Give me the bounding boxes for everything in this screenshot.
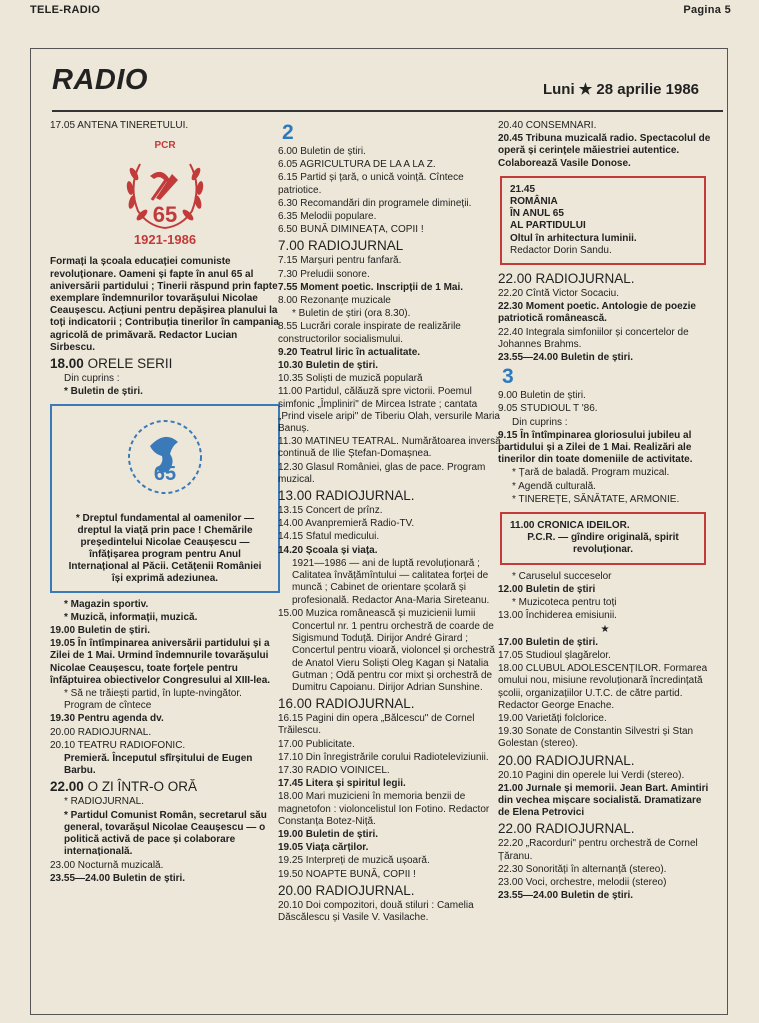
item: 12.30 Glasul României, glas de pace. Program muzical. bbox=[278, 461, 486, 485]
item: 23.55—24.00 Buletin de știri. bbox=[498, 352, 634, 364]
item: * Să ne trăiești partid, în lupte-nvingător. Program de cîntece bbox=[64, 688, 242, 712]
page-date: Luni ★ 28 aprilie 1986 bbox=[542, 81, 699, 98]
item: 6.05 AGRICULTURA DE LA A LA Z. bbox=[278, 159, 436, 171]
item: 20.10 Doi compozitori, două stiluri : Camelia Dăscălescu și Vasile V. Vasilache. bbox=[278, 899, 474, 923]
item: * Partidul Comunist Român, secretarul său general, tovarășul Nicolae Ceaușescu — o politică activă de pace și colaborare internațională. bbox=[64, 809, 267, 858]
item: * RADIOJURNAL. bbox=[64, 796, 145, 808]
item: Premieră. Începutul sfîrșitului de Eugen Barbu. bbox=[64, 753, 253, 777]
peace-text: * Dreptul fundamental al oamenilor — dreptul la viață prin pace ! Chemările președintelui Nicolae Ceaușescu — înfățișarea program pentru Anul Internațional al Păcii. Cetățenii României își exprimă adeziunea. bbox=[68, 512, 262, 584]
item: 10.30 Buletin de știri. bbox=[278, 360, 379, 372]
item: 17.00 Publicitate. bbox=[278, 738, 355, 750]
item: 9.00 Buletin de știri. bbox=[498, 390, 586, 402]
item: 7.55 Moment poetic. Inscripții de 1 Mai. bbox=[278, 281, 464, 293]
item: 6.00 Buletin de știri. bbox=[278, 146, 366, 157]
item: 22.30 Moment poetic. Antologie de poezie patriotică românească. bbox=[498, 301, 696, 325]
radiojurnal-22: 22.00 RADIOJURNAL. bbox=[498, 271, 635, 287]
intro-text: Formați la școala educației comuniste revoluționare. Oameni și fapte în anul 65 al aniversării partidului ; Tinerii răspund prin fapte exemplare îndemnurilor tovarășului Nicolae Ceaușescu. Acțiuni pentru depășirea planului la toți indicatorii ; Contribuția tinerilor în campania agricolă de primăvară. Redactor Lucian Sirbescu. bbox=[50, 256, 279, 353]
item: Concertul nr. 1 pentru orchestră de coarde de Sigismund Toduță. Dirijor André Girard ; Concertul pentru vioară, violoncel și orchestră de Anatol Vieru Soliști Oleg Kagan și Natalia Gutman ; Odă pentru cor mixt și orchestră de Dumitru Capoianu. Dirijor Adrian Sunshine. bbox=[292, 620, 495, 693]
svg-text:PCR: PCR bbox=[154, 140, 176, 152]
item: 17.30 RADIO VOINICEL. bbox=[278, 764, 390, 776]
page-title: RADIO bbox=[52, 64, 148, 96]
pcr-anniversary-logo bbox=[50, 136, 280, 252]
item: 22.20 Cîntă Victor Socaciu. bbox=[498, 288, 619, 300]
item: * Muzicoteca pentru toți bbox=[512, 597, 617, 609]
item: 9.20 Teatrul liric în actualitate. bbox=[278, 346, 421, 358]
item: 9.15 În întîmpinarea gloriosului jubileu al partidului și a Zilei de 1 Mai. Realizări ale tinerilor din toate domeniile de activitate. bbox=[498, 429, 693, 466]
radiojurnal-16: 16.00 RADIOJURNAL. bbox=[278, 696, 415, 712]
item: Din cuprins : bbox=[512, 416, 568, 428]
item: 9.05 STUDIOUL T '86. bbox=[498, 403, 598, 415]
item: 13.15 Concert de prînz. bbox=[278, 505, 383, 517]
item: 19.30 Sonate de Constantin Silvestri și Stan Golestan (stereo). bbox=[498, 726, 694, 750]
star-separator-icon: ★ bbox=[600, 623, 610, 635]
item: 21.00 Jurnale și memorii. Jean Bart. Amintiri din vechea mișcare socialistă. Dramatizare de Elena Petrovici bbox=[498, 782, 709, 819]
radiojurnal-7: 7.00 RADIOJURNAL bbox=[278, 238, 404, 254]
column-3 bbox=[498, 120, 712, 903]
header-left: TELE-RADIO bbox=[30, 4, 101, 16]
pcr-wreath-icon bbox=[110, 136, 220, 248]
svg-text:1921-1986: 1921-1986 bbox=[133, 232, 197, 248]
radiojurnal-20: 20.00 RADIOJURNAL. bbox=[278, 882, 415, 898]
item: 20.10 Pagini din operele lui Verdi (stereo). bbox=[498, 769, 685, 781]
item: 20.10 TEATRU RADIOFONIC. bbox=[50, 739, 186, 751]
item: * Buletin de știri (ora 8.30). bbox=[292, 308, 411, 320]
item: 14.20 Școala și viața. bbox=[278, 544, 378, 556]
buletin-stiri: * Buletin de știri. bbox=[64, 386, 143, 398]
item: 7.15 Marșuri pentru fanfară. bbox=[278, 255, 402, 267]
item: 17.00 Buletin de știri. bbox=[498, 636, 599, 648]
romania-box: 21.45 ROMÂNIA ÎN ANUL 65 AL PARTIDULUI Oltul în arhitectura luminii. Redactor Dorin Sandu. bbox=[500, 176, 706, 265]
item: 16.15 Pagini din opera „Bălcescu" de Cornel Trăilescu. bbox=[278, 713, 475, 737]
item: 20.40 CONSEMNĂRI. bbox=[498, 120, 597, 131]
svg-text:65: 65 bbox=[152, 202, 178, 228]
item: 22.30 Sonorități în alternanță (stereo). bbox=[498, 863, 667, 875]
program-orele-serii: 18.00 ORELE SERII bbox=[50, 356, 173, 372]
item: 22.40 Integrala simfoniilor și concertelor de Johannes Brahms. bbox=[498, 326, 689, 350]
item: * Țară de baladă. Program muzical. bbox=[512, 467, 670, 479]
item: * TINEREȚE, SĂNĂTATE, ARMONIE. bbox=[512, 493, 680, 505]
program-number-2: 2 bbox=[282, 121, 294, 144]
item: 14.15 Sfatul medicului. bbox=[278, 531, 380, 543]
item: 8.00 Rezonanțe muzicale bbox=[278, 295, 391, 307]
svg-text:65: 65 bbox=[153, 463, 177, 486]
din-cuprins: Din cuprins : bbox=[64, 373, 120, 385]
item: 19.30 Pentru agenda dv. bbox=[50, 713, 164, 725]
program-o-zi: 22.00 O ZI ÎNTR-O ORĂ bbox=[50, 779, 198, 795]
item: 6.30 Recomandări din programele dimineții. bbox=[278, 197, 472, 209]
item: * Muzică, informații, muzică. bbox=[64, 611, 198, 623]
item: 6.15 Partid și țară, o unică voință. Cîntece patriotice. bbox=[278, 172, 464, 196]
item: 12.00 Buletin de știri bbox=[498, 583, 596, 595]
radiojurnal-22-p3: 22.00 RADIOJURNAL. bbox=[498, 821, 635, 837]
cronica-box: 11.00 CRONICA IDEILOR. P.C.R. — gîndire originală, spirit revoluționar. bbox=[500, 512, 706, 565]
item: 22.20 „Racorduri" pentru orchestră de Cornel Țăranu. bbox=[498, 838, 698, 862]
radiojurnal-13: 13.00 RADIOJURNAL. bbox=[278, 488, 415, 504]
item: 19.00 Buletin de știri. bbox=[278, 828, 379, 840]
item: 19.05 Viața cărților. bbox=[278, 842, 369, 854]
item: 23.55—24.00 Buletin de știri. bbox=[50, 872, 186, 884]
item: 15.00 Muzica românească și muzicienii lumii bbox=[278, 607, 476, 619]
item: 17.05 Studioul șlagărelor. bbox=[498, 649, 611, 661]
item: 17.45 Litera și spiritul legii. bbox=[278, 778, 406, 790]
item: 6.35 Melodii populare. bbox=[278, 211, 377, 223]
item: 23.55—24.00 Buletin de știri. bbox=[498, 890, 634, 902]
item: 10.35 Soliști de muzică populară bbox=[278, 373, 423, 385]
item: 23.00 Voci, orchestre, melodii (stereo) bbox=[498, 876, 667, 888]
item: 11.00 Partidul, călăuză spre victorii. Poemul simfonic „Împliniri" de Mircea Istrate ; cantata „Prind visele aripi" de Tiberiu Olah, versurile Maria Banuș. bbox=[278, 386, 500, 435]
item: 6.50 BUNĂ DIMINEAȚA, COPII ! bbox=[278, 224, 424, 236]
item: 20.00 RADIOJURNAL. bbox=[50, 726, 152, 738]
item: 7.30 Preludii sonore. bbox=[278, 268, 370, 280]
item: 17.10 Din înregistrările corului Radioteleviziunii. bbox=[278, 751, 489, 763]
item: 1921—1986 — ani de luptă revoluționară ; Calitatea învățămîntului — calitatea forței de muncă ; Cabinet de orientare școlară și profesională. Redactor Ana-Maria Sireteanu. bbox=[292, 557, 490, 606]
item: 19.50 NOAPTE BUNĂ, COPII ! bbox=[278, 868, 416, 880]
item: 8.55 Lucrări corale inspirate de realizările constructorilor socialismului. bbox=[278, 321, 461, 345]
item: 19.00 Varietăți folclorice. bbox=[498, 712, 607, 724]
title-rule bbox=[52, 110, 723, 112]
column-2 bbox=[278, 120, 502, 925]
item: 18.00 Mari muzicieni în memoria benzii de magnetofon : violoncelistul Ion Fotino. Redactor Constanța Botez-Niță. bbox=[278, 791, 490, 827]
dove-emblem-icon bbox=[58, 412, 272, 506]
item: 13.00 Închiderea emisiunii. bbox=[498, 610, 617, 622]
item: * Magazin sportiv. bbox=[64, 598, 149, 610]
item: 19.00 Buletin de știri. bbox=[50, 625, 151, 637]
item: 11.30 MATINEU TEATRAL. Numărătoarea inversă continuă de Ilie Ștefan-Domașnea. bbox=[278, 436, 501, 460]
item: 20.45 Tribuna muzicală radio. Spectacolul de operă și cerințele măiestriei autentice. Colaborează Vasile Donose. bbox=[498, 133, 711, 169]
program-number-3: 3 bbox=[502, 365, 514, 389]
column-1 bbox=[50, 120, 280, 886]
first-program: 17.05 ANTENA TINERETULUI. bbox=[50, 120, 189, 131]
item: 23.00 Nocturnă muzicală. bbox=[50, 859, 164, 871]
item: * Agendă culturală. bbox=[512, 480, 596, 492]
item: 14.00 Avanpremieră Radio-TV. bbox=[278, 518, 415, 530]
radiojurnal-20-p3: 20.00 RADIOJURNAL. bbox=[498, 752, 635, 768]
item: 19.05 În întîmpinarea aniversării partidului și a Zilei de 1 Mai. Urmind îndemnurile tovarășului Nicolae Ceaușescu, toate forțele pentru înfăptuirea obiectivelor Congresului al XIII-lea. bbox=[50, 638, 271, 686]
item: 19.25 Interpreți de muzică ușoară. bbox=[278, 855, 430, 867]
item: * Caruselul succeselor bbox=[512, 570, 612, 582]
header-right: Pagina 5 bbox=[683, 4, 731, 16]
item: 18.00 CLUBUL ADOLESCENȚILOR. Formarea omului nou, misiune revoluționară încredințată școlii, organizațiilor U.T.C. de către partid. Redactor George Enache. bbox=[498, 663, 708, 711]
peace-box bbox=[50, 404, 280, 592]
